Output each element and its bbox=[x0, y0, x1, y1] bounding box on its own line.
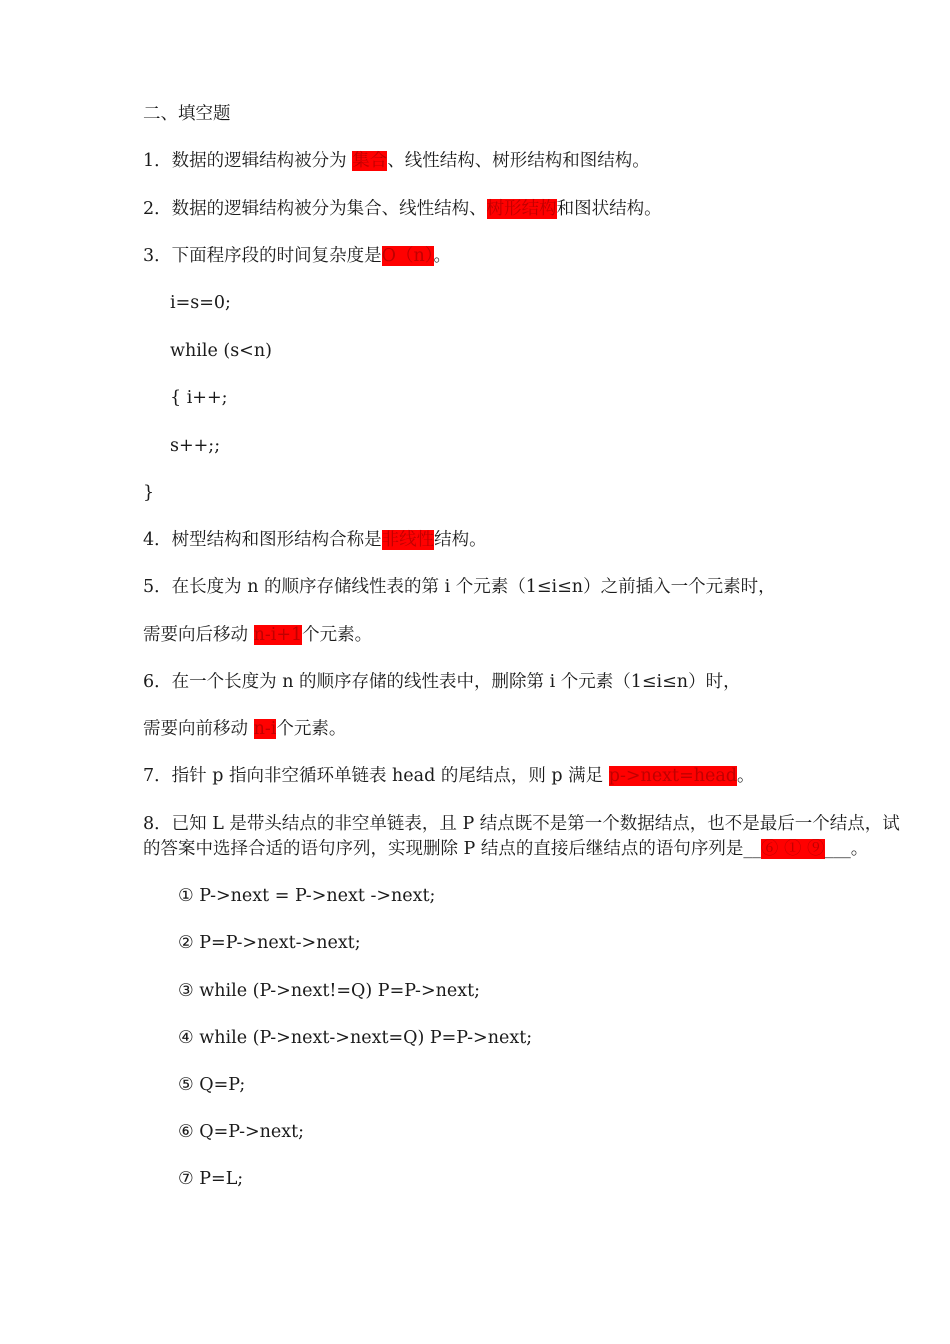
option-2: ② P=P->next->next; bbox=[178, 933, 361, 953]
code-line-5: } bbox=[143, 483, 155, 503]
question-1-text: 1．数据的逻辑结构被分为 bbox=[143, 151, 347, 171]
question-8-line-2 bbox=[143, 838, 868, 860]
question-5-text: 需要向后移动 bbox=[143, 625, 248, 645]
question-7-text: 7．指针 p 指向非空循环单链表 head 的尾结点，则 p 满足 bbox=[143, 766, 604, 786]
question-7 bbox=[143, 765, 755, 787]
question-2-tail: 和图状结构。 bbox=[556, 199, 662, 219]
answer-highlight-4: 非线性 bbox=[381, 530, 435, 550]
answer-highlight-5: n-i+1 bbox=[253, 625, 303, 645]
question-2 bbox=[143, 198, 662, 220]
option-3: ③ while (P->next!=Q) P=P->next; bbox=[178, 981, 481, 1001]
question-8-line-1: 8．已知 L 是带头结点的非空单链表，且 P 结点既不是第一个数据结点，也不是最后一个结点，试 bbox=[143, 814, 900, 834]
option-7: ⑦ P=L; bbox=[178, 1169, 244, 1189]
question-4 bbox=[143, 529, 487, 551]
option-1: ① P->next = P->next ->next; bbox=[178, 886, 436, 906]
question-4-tail: 结构。 bbox=[434, 530, 487, 550]
option-5: ⑤ Q=P; bbox=[178, 1075, 246, 1095]
question-6-text: 需要向前移动 bbox=[143, 719, 248, 739]
blank-left: __ bbox=[743, 839, 761, 859]
question-8-text: 的答案中选择合适的语句序列，实现删除 P 结点的直接后继结点的语句序列是 bbox=[143, 839, 744, 859]
question-7-tail: 。 bbox=[737, 766, 755, 786]
question-8-tail: 。 bbox=[850, 839, 869, 859]
question-6-line-2 bbox=[143, 718, 346, 740]
question-2-text: 2．数据的逻辑结构被分为集合、线性结构、 bbox=[143, 199, 487, 219]
answer-highlight-3: O（n） bbox=[381, 246, 434, 266]
answer-highlight-8: ⑥ ① ⑨ bbox=[760, 839, 825, 859]
answer-highlight-1: 集合 bbox=[352, 151, 388, 171]
answer-highlight-2: 树形结构 bbox=[486, 199, 557, 219]
code-line-2: while (s<n) bbox=[170, 341, 272, 361]
question-1-tail: 、线性结构、树形结构和图结构。 bbox=[387, 151, 650, 171]
answer-highlight-6: n-i bbox=[253, 719, 277, 739]
section-title: 二、填空题 bbox=[143, 104, 231, 124]
code-line-3: { i++; bbox=[170, 388, 228, 408]
option-4: ④ while (P->next->next=Q) P=P->next; bbox=[178, 1028, 533, 1048]
question-6-line-1: 6．在一个长度为 n 的顺序存储的线性表中，删除第 i 个元素（1≤i≤n）时， bbox=[143, 672, 741, 692]
question-5-tail: 个元素。 bbox=[302, 625, 373, 645]
question-1 bbox=[143, 150, 650, 172]
question-3-text: 3．下面程序段的时间复杂度是 bbox=[143, 246, 382, 266]
blank-right: ___ bbox=[824, 839, 851, 859]
question-6-tail: 个元素。 bbox=[276, 719, 347, 739]
question-3-tail: 。 bbox=[433, 246, 452, 266]
code-line-4: s++;; bbox=[170, 436, 221, 456]
code-line-1: i=s=0; bbox=[170, 293, 231, 313]
option-6: ⑥ Q=P->next; bbox=[178, 1122, 305, 1142]
answer-highlight-7: p->next=head bbox=[608, 766, 737, 786]
question-5-line-1: 5．在长度为 n 的顺序存储线性表的第 i 个元素（1≤i≤n）之前插入一个元素时， bbox=[143, 577, 776, 597]
question-4-text: 4．树型结构和图形结构合称是 bbox=[143, 530, 382, 550]
question-5-line-2 bbox=[143, 624, 372, 646]
question-3 bbox=[143, 245, 451, 267]
